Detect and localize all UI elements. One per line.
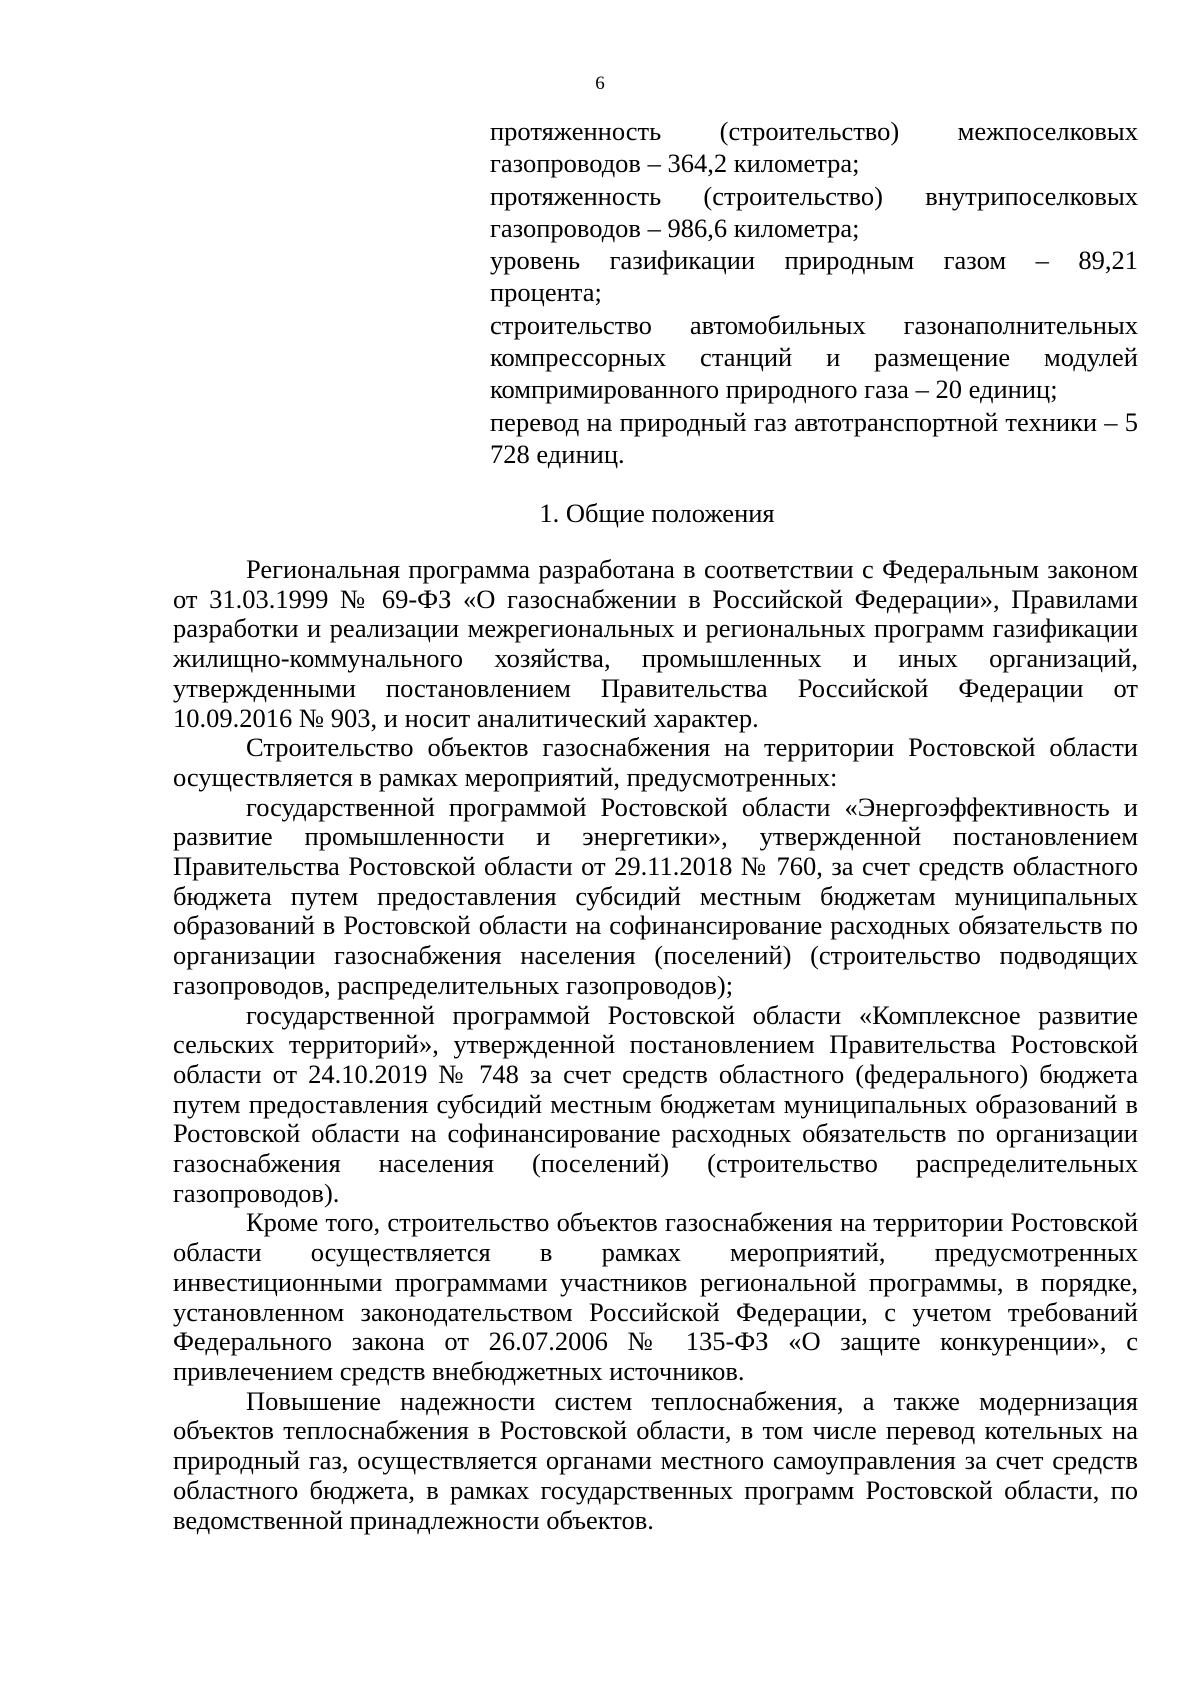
paragraph-construction-intro: Строительство объектов газоснабжения на территории Ростовской области осуществляется в рамках мероприятий, предусмотренных: [173, 732, 1138, 792]
paragraph-investment-programs: Кроме того, строительство объектов газоснабжения на территории Ростовской области осуществляется в рамках мероприятий, предусмотренных инвестиционными программами участников региональной программы, в порядке, установленном законодательством Российской Федерации, с учетом требований Федерального закона от 26.07.2006 № 135-ФЗ «О защите конкуренции», с привлечением средств внебюджетных источников. [173, 1207, 1138, 1386]
indicator-gasification-level: уровень газификации природным газом – 89,21 процента; [490, 245, 1138, 308]
indicator-intersettlement-pipelines: протяженность (строительство) межпоселковых газопроводов – 364,2 километра; [490, 116, 1138, 179]
target-indicators-list [490, 115, 1138, 470]
paragraph-energy-efficiency-program: государственной программой Ростовской области «Энергоэффективность и развитие промышленности и энергетики», утвержденной постановлением Правительства Ростовской области от 29.11.2018 № 760, за счет средств областного бюджета путем предоставления субсидий местным бюджетам муниципальных образований в Ростовской области на софинансирование расходных обязательств по организации газоснабжения населения (поселений) (строительство подводящих газопроводов, распределительных газопроводов); [173, 791, 1138, 1000]
indicator-filling-stations: строительство автомобильных газонаполнительных компрессорных станций и размещение модулей компримированного природного газа – 20 единиц; [490, 309, 1138, 405]
indicator-vehicle-conversion: перевод на природный газ автотранспортной техники – 5 728 единиц. [490, 406, 1138, 469]
paragraph-heat-supply: Повышение надежности систем теплоснабжения, а также модернизация объектов теплоснабжения в Ростовской области, в том числе перевод котельных на природный газ, осуществляется органами местного самоуправления за счет средств областного бюджета, в рамках государственных программ Ростовской области, по ведомственной принадлежности объектов. [173, 1385, 1138, 1535]
section-heading: 1. Общие положения [539, 498, 775, 528]
page-number: 6 [595, 73, 605, 94]
paragraph-rural-development-program: государственной программой Ростовской области «Комплексное развитие сельских территорий», утвержденной постановлением Правительства Ростовской области от 24.10.2019 № 748 за счет средств областного (федерального) бюджета путем предоставления субсидий местным бюджетам муниципальных образований в Ростовской области на софинансирование расходных обязательств по организации газоснабжения населения (поселений) (строительство распределительных газопроводов). [173, 999, 1138, 1208]
section-body [173, 555, 1138, 1535]
indicator-intrasettlement-pipelines: протяженность (строительство) внутрипоселковых газопроводов – 986,6 километра; [490, 180, 1138, 243]
paragraph-legal-basis: Региональная программа разработана в соответствии с Федеральным законом от 31.03.1999 № 69-ФЗ «О газоснабжении в Российской Федерации», Правилами разработки и реализации межрегиональных и региональных программ газификации жилищно-коммунального хозяйства, промышленных и иных организаций, утвержденными постановлением Правительства Российской Федерации от 10.09.2016 № 903, и носит аналитический характер. [173, 554, 1138, 733]
